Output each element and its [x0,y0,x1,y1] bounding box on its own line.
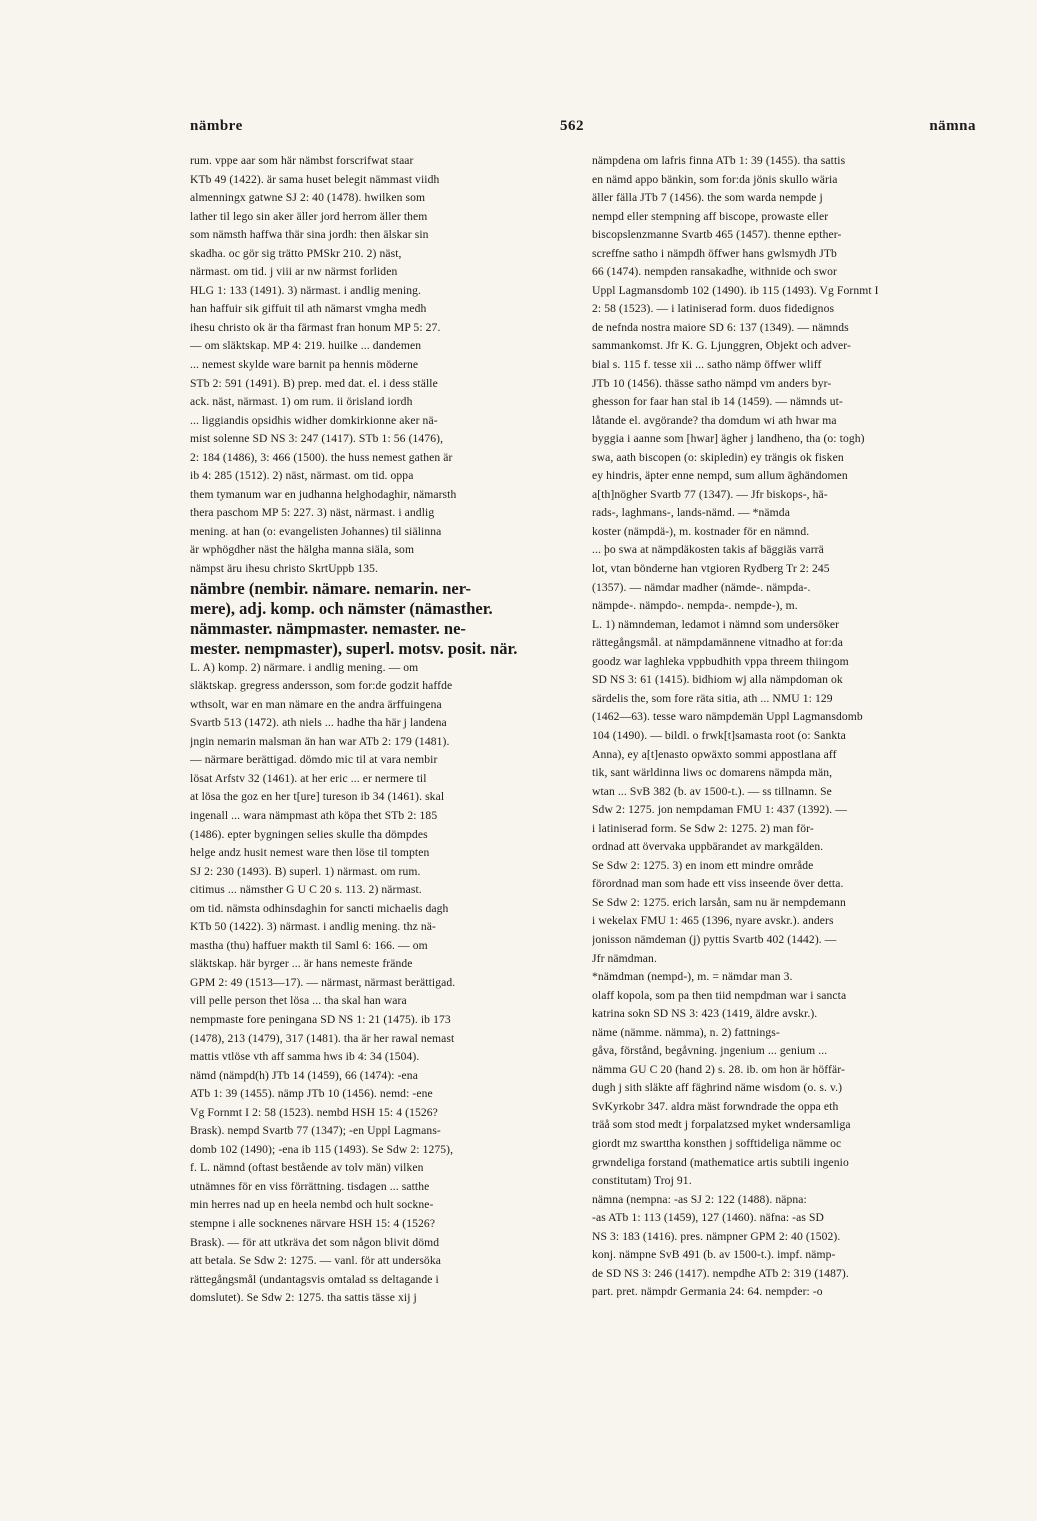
text-line: en nämd appo bänkin, som for:da jönis skullo wäria [592,172,838,186]
text-line: nämpdena om lafris finna ATb 1: 39 (1455). tha sattis [592,154,846,167]
text-line: giordt mz swarttha konsthen j sofftideliga nämme oc [592,1136,842,1150]
text-line: JTb 10 (1456). thässe satho nämpd vm anders byr- [592,376,832,390]
text-line: konj. nämpne SvB 491 (b. av 1500-t.). impf. nämp- [592,1248,836,1262]
text-line: ingenall ... wara nämpmast ath köpa thet STb 2: 185 [190,808,438,822]
text-line: rättegångsmål. at nämpdamännene vitnadho at for:da [592,636,843,650]
text-line: Uppl Lagmansdomb 102 (1490). ib 115 (1493). Vg Fornmt I [592,283,879,297]
text-line: närmast. om tid. j viii ar nw närmst forliden [190,265,398,279]
text-line: them tymanum war en judhanna helghodaghir, nämarsth [190,487,457,501]
text-line: sammankomst. Jfr K. G. Ljunggren, Objekt och adver- [592,339,851,353]
page-number: 562 [560,118,584,134]
text-line: jonisson nämdeman (j) pyttis Svartb 402 (1442). — [592,932,837,946]
text-line: särdelis the, som fore räta sitia, ath ... NMU 1: 129 [592,691,833,705]
text-line: — närmare berättigad. dömdo mic til at vara nembir [190,753,438,767]
text-line: mastha (thu) haffuer makth til Saml 6: 166. — om [190,938,428,952]
text-line: wthsolt, war en man nämare en the andra ärffuingena [190,697,442,711]
text-line: de SD NS 3: 246 (1417). nempdhe ATb 2: 319 (1487). [592,1266,849,1280]
text-line: Svartb 513 (1472). ath niels ... hadhe tha här j landena [190,716,447,730]
text-line: (1357). — nämdar madher (nämde-. nämpda-. [592,580,811,594]
text-line: a[th]nögher Svartb 77 (1347). — Jfr biskops-, hä- [592,487,828,501]
text-line: thera paschom MP 5: 227. 3) näst, närmast. i andlig [190,506,435,520]
text-line: ... nemest skylde ware barnit pa hennis möderne [190,358,419,372]
text-line: ey hindris, äpter enne nempd, sum allum äghändomen [592,469,848,483]
text-line: släktskap. gregress andersson, som for:de godzit haffde [190,679,453,693]
text-line: nämpde-. nämpdo-. nempda-. nempde-), m. [592,599,798,613]
text-line: utnämnes för en viss förrättning. tisdagen ... satthe [190,1179,430,1193]
text-line: Jfr nämdman. [592,951,657,965]
text-line: jngin nemarin malsman än han war ATb 2: 179 (1481). [190,734,450,748]
text-line: förordnad man som hade ett viss inseende över detta. [592,877,844,891]
headword-line: mester. nempmaster), superl. motsv. posit. när. [190,638,518,658]
text-line: f. L. nämnd (oftast bestående av tolv män) vilken [190,1161,424,1175]
text-line: Anna), ey a[t]enasto opwäxto sommi appostlana aff [592,747,837,761]
text-line: mattis vtlöse vth aff samma hws ib 4: 34 (1504). [190,1050,420,1064]
text-line: mist solenne SD NS 3: 247 (1417). STb 1: 56 (1476), [190,432,444,446]
text-line: *nämdman (nempd-), m. = nämdar man 3. [592,970,793,984]
text-line: SvKyrkobr 347. aldra mäst forwndrade the oppa eth [592,1099,839,1113]
headword-line: mere), adj. komp. och nämster (nämasther. [190,598,493,618]
text-line: nämd (nämpd(h) JTb 14 (1459), 66 (1474): -ena [190,1068,418,1082]
text-line: mening. at han (o: evangelisten Johannes) til siälinna [190,524,442,538]
running-head-left: nämbre [190,118,243,134]
text-line: almenningx gatwne SJ 2: 40 (1478). hwilken som [190,191,426,205]
text-line: dugh j sith släkte aff fäghrind näme wisdom (o. s. v.) [592,1081,843,1095]
text-line: nämna (nempna: -as SJ 2: 122 (1488). näpna: [592,1192,807,1206]
text-line: gåva, förstånd, begåvning. jngenium ... genium ... [592,1044,828,1058]
text-line: KTb 49 (1422). är sama huset belegit nämmast viidh [190,172,440,186]
text-line: Se Sdw 2: 1275. 3) en inom ett mindre område [592,858,814,872]
text-line: äller fälla JTb 7 (1456). the som warda nempde j [592,191,823,205]
text-line: biscopslenzmanne Svartb 465 (1457). thenne epther- [592,228,842,242]
text-line: nempmaste fore peningana SD NS 1: 21 (1475). ib 173 [190,1012,451,1026]
text-line: stempne i alle socknenes närvare HSH 15: 4 (1526? [190,1216,436,1230]
text-line: bial s. 115 f. tesse xii ... satho nämp öffwer wliff [592,358,822,372]
text-line: lot, vtan bönderne han vtgioren Rydberg Tr 2: 245 [592,562,830,576]
text-line: 2: 58 (1523). — i latiniserad form. duos fidedignos [592,302,835,316]
text-line: -as ATb 1: 113 (1459), 127 (1460). näfna: -as SD [592,1211,825,1225]
text-line: rads-, laghmans-, lands-nämd. — *nämda [592,506,790,520]
text-line: domb 102 (1490); -ena ib 115 (1493). Se Sdw 2: 1275), [190,1142,454,1156]
text-line: är wphögdher näst the hälgha manna siäla, som [190,543,415,557]
text-line: att betala. Se Sdw 2: 1275. — vanl. för att undersöka [190,1254,441,1268]
text-line: tik, sant wärldinna liws oc domarens nämpda män, [592,766,833,780]
text-line: Brask). — för att utkräva det som någon blivit dömd [190,1235,440,1249]
text-line: wtan ... SvB 382 (b. av 1500-t.). — ss tillnamn. Se [592,784,832,798]
text-line: L. 1) nämndeman, ledamot i nämnd som undersöker [592,617,840,631]
text-line: byggia i aanne som [hwar] ägher j landheno, tha (o: togh) [592,432,865,446]
text-line: ordnad att övervaka uppbärandet av markgälden. [592,840,824,854]
text-line: screffne satho i nämpdh öffwer hans gwlsmydh JTb [592,246,837,260]
text-line: de nefnda nostra maiore SD 6: 137 (1349). — nämnds [592,320,849,334]
text-line: (1478), 213 (1479), 317 (1481). tha är her rawal nemast [190,1031,455,1045]
text-line: KTb 50 (1422). 3) närmast. i andlig mening. thz nä- [190,920,436,934]
text-line: om tid. nämsta odhinsdaghin for sancti michaelis dagh [190,901,449,915]
text-line: grwndeliga forstand (mathematice artis subtili ingenio [592,1155,849,1169]
text-line: i wekelax FMU 1: 465 (1396, nyare avskr.). anders [592,914,834,928]
text-line: koster (nämpdä-), m. kostnader för en nämnd. [592,524,810,538]
text-line: ... liggiandis opsidhis widher domkirkionne aker nä- [190,413,438,427]
text-line: SD NS 3: 61 (1415). bidhiom wj alla nämpdoman ok [592,673,843,687]
text-line: L. A) komp. 2) närmare. i andlig mening. — om [190,660,419,674]
page-header [190,118,976,140]
text-line: STb 2: 591 (1491). B) prep. med dat. el. i dess ställe [190,376,438,390]
text-line: Se Sdw 2: 1275. erich larsån, sam nu är nempdemann [592,895,846,909]
text-line: katrina sokn SD NS 3: 423 (1419, äldre avskr.). [592,1007,818,1021]
text-line: Brask). nempd Svartb 77 (1347); -en Uppl Lagmans- [190,1124,441,1138]
text-line: släktskap. här byrger ... är hans nemeste frände [190,957,413,971]
text-line: ib 4: 285 (1512). 2) näst, närmast. om tid. oppa [190,469,414,483]
text-line: i latiniserad form. Se Sdw 2: 1275. 2) man för- [592,821,814,835]
text-line: goodz war laghleka vppbudhith vppa threem thiingom [592,654,849,668]
text-line: nämma GU C 20 (hand 2) s. 28. ib. om hon är höffär- [592,1062,845,1076]
text-line: SJ 2: 230 (1493). B) superl. 1) närmast. om rum. [190,864,421,878]
text-line: part. pret. nämpdr Germania 24: 64. nempder: -o [592,1285,823,1299]
text-line: (1462—63). tesse waro nämpdemän Uppl Lagmansdomb [592,710,863,724]
running-head-right: nämna [929,118,976,134]
text-line: NS 3: 183 (1416). pres. nämpner GPM 2: 40 (1502). [592,1229,841,1243]
text-line: näme (nämme. nämma), n. 2) fattnings- [592,1025,780,1039]
left-column [190,152,576,1477]
text-line: 66 (1474). nempden ransakadhe, withnide och swor [592,265,837,279]
text-line: lösat Arfstv 32 (1461). at her eric ... er nermere til [190,771,427,785]
text-line: GPM 2: 49 (1513—17). — närmast, närmast berättigad. [190,975,456,989]
text-line: domslutet). Se Sdw 2: 1275. tha sattis tässe xij j [190,1291,417,1305]
text-line: ATb 1: 39 (1455). nämp JTb 10 (1456). nemd: -ene [190,1087,433,1101]
text-line: min herres nad up en heela nembd och hult sockne- [190,1198,434,1212]
text-line: at lösa the goz en her t[ure] tureson ib 34 (1461). skal [190,790,445,804]
text-line: nempd eller stempning aff biscope, prowaste eller [592,209,829,223]
text-line: rum. vppe aar som här nämbst forscrifwat staar [190,154,414,167]
text-line: constitutam) Troj 91. [592,1174,692,1188]
text-line: vill pelle person thet lösa ... tha skal han wara [190,994,407,1008]
text-line: som nämsth haffwa thär sina jordh: then älskar sin [190,228,429,242]
text-line: ... þo swa at nämpdäkosten takis af bäggiäs varrä [592,543,824,557]
text-line: skadha. oc gör sig trätto PMSkr 210. 2) näst, [190,246,402,260]
text-line: rättegångsmål (undantagsvis omtalad ss deltagande i [190,1272,439,1286]
text-line: 104 (1490). — bildl. o frwk[t]samasta root (o: Sankta [592,728,846,742]
text-line: lather til lego sin aker äller jord herrom äller them [190,209,428,223]
text-line: ihesu christo ok är tha färmast fran honum MP 5: 27. [190,320,441,334]
text-line: helge andz husit nemest ware then löse til tompten [190,846,430,860]
right-column [592,152,978,1477]
text-line: citimus ... nämsther G U C 20 s. 113. 2) närmast. [190,883,422,897]
text-line: — om släktskap. MP 4: 219. huilke ... dandemen [190,339,422,353]
text-line: nämpst äru ihesu christo SkrtUppb 135. [190,562,378,576]
text-line: ghesson for faar han stal ib 14 (1459). — nämnds ut- [592,395,843,409]
headword-line: nämmaster. nämpmaster. nemaster. ne- [190,618,466,638]
text-line: ack. näst, närmast. 1) om rum. ii örisland iordh [190,395,413,409]
text-line: swa, aath biscopen (o: skipledin) ey trängis ok fisken [592,450,844,464]
text-line: (1486). epter bygningen selies skulle tha dömpdes [190,827,428,841]
text-line: 2: 184 (1486), 3: 466 (1500). the huss nemest gathen är [190,450,453,464]
text-line: Vg Fornmt I 2: 58 (1523). nembd HSH 15: 4 (1526? [190,1105,438,1119]
headword-line: nämbre (nembir. nämare. nemarin. ner- [190,578,471,598]
text-line: HLG 1: 133 (1491). 3) närmast. i andlig mening. [190,283,422,297]
text-line: träå som stod medt j forpalatzsed myket wndersamliga [592,1118,851,1132]
text-line: Sdw 2: 1275. jon nempdaman FMU 1: 437 (1392). — [592,803,847,817]
text-line: olaff kopola, som pa then tiid nempdman war i sancta [592,988,847,1002]
text-line: han haffuir sik giffuit til ath nämarst vmgha medh [190,302,427,316]
text-line: låtande el. avgörande? tha domdum wi ath hwar ma [592,413,837,427]
